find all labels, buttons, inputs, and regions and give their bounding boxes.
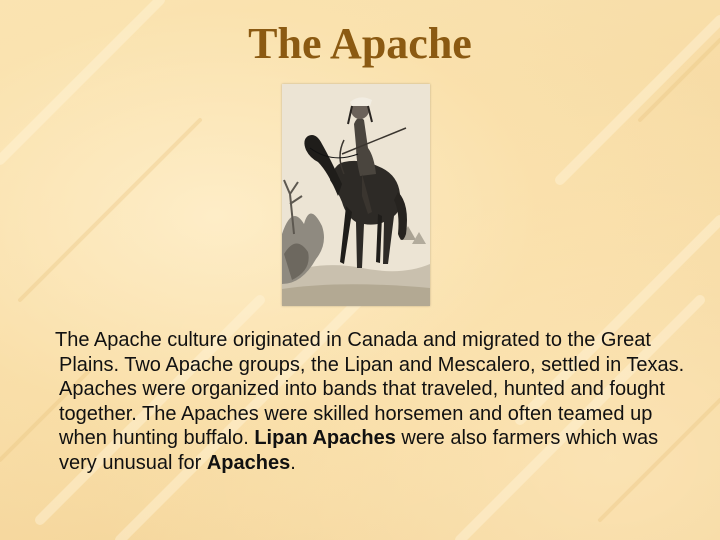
paragraph-text-continued: were also farmers which was very unusual for bbox=[59, 427, 659, 474]
bold-term-lipan-apaches: Lipan Apaches bbox=[254, 427, 396, 449]
apache-horseman-image bbox=[282, 84, 430, 306]
paragraph-text: The Apache culture originated in Canada and migrated to the Great Plains. Two Apache groups, the Lipan and Mescalero, settled in Texas. Apaches were organized into bands that traveled, hunted and fought together. The Apaches were skilled horsemen and often teamed up when hunting buffalo. bbox=[55, 329, 685, 449]
body-paragraph bbox=[55, 328, 689, 475]
slide-title: The Apache bbox=[248, 19, 472, 68]
paragraph-period: . bbox=[290, 451, 296, 474]
bold-term-apaches: Apaches bbox=[206, 451, 291, 474]
